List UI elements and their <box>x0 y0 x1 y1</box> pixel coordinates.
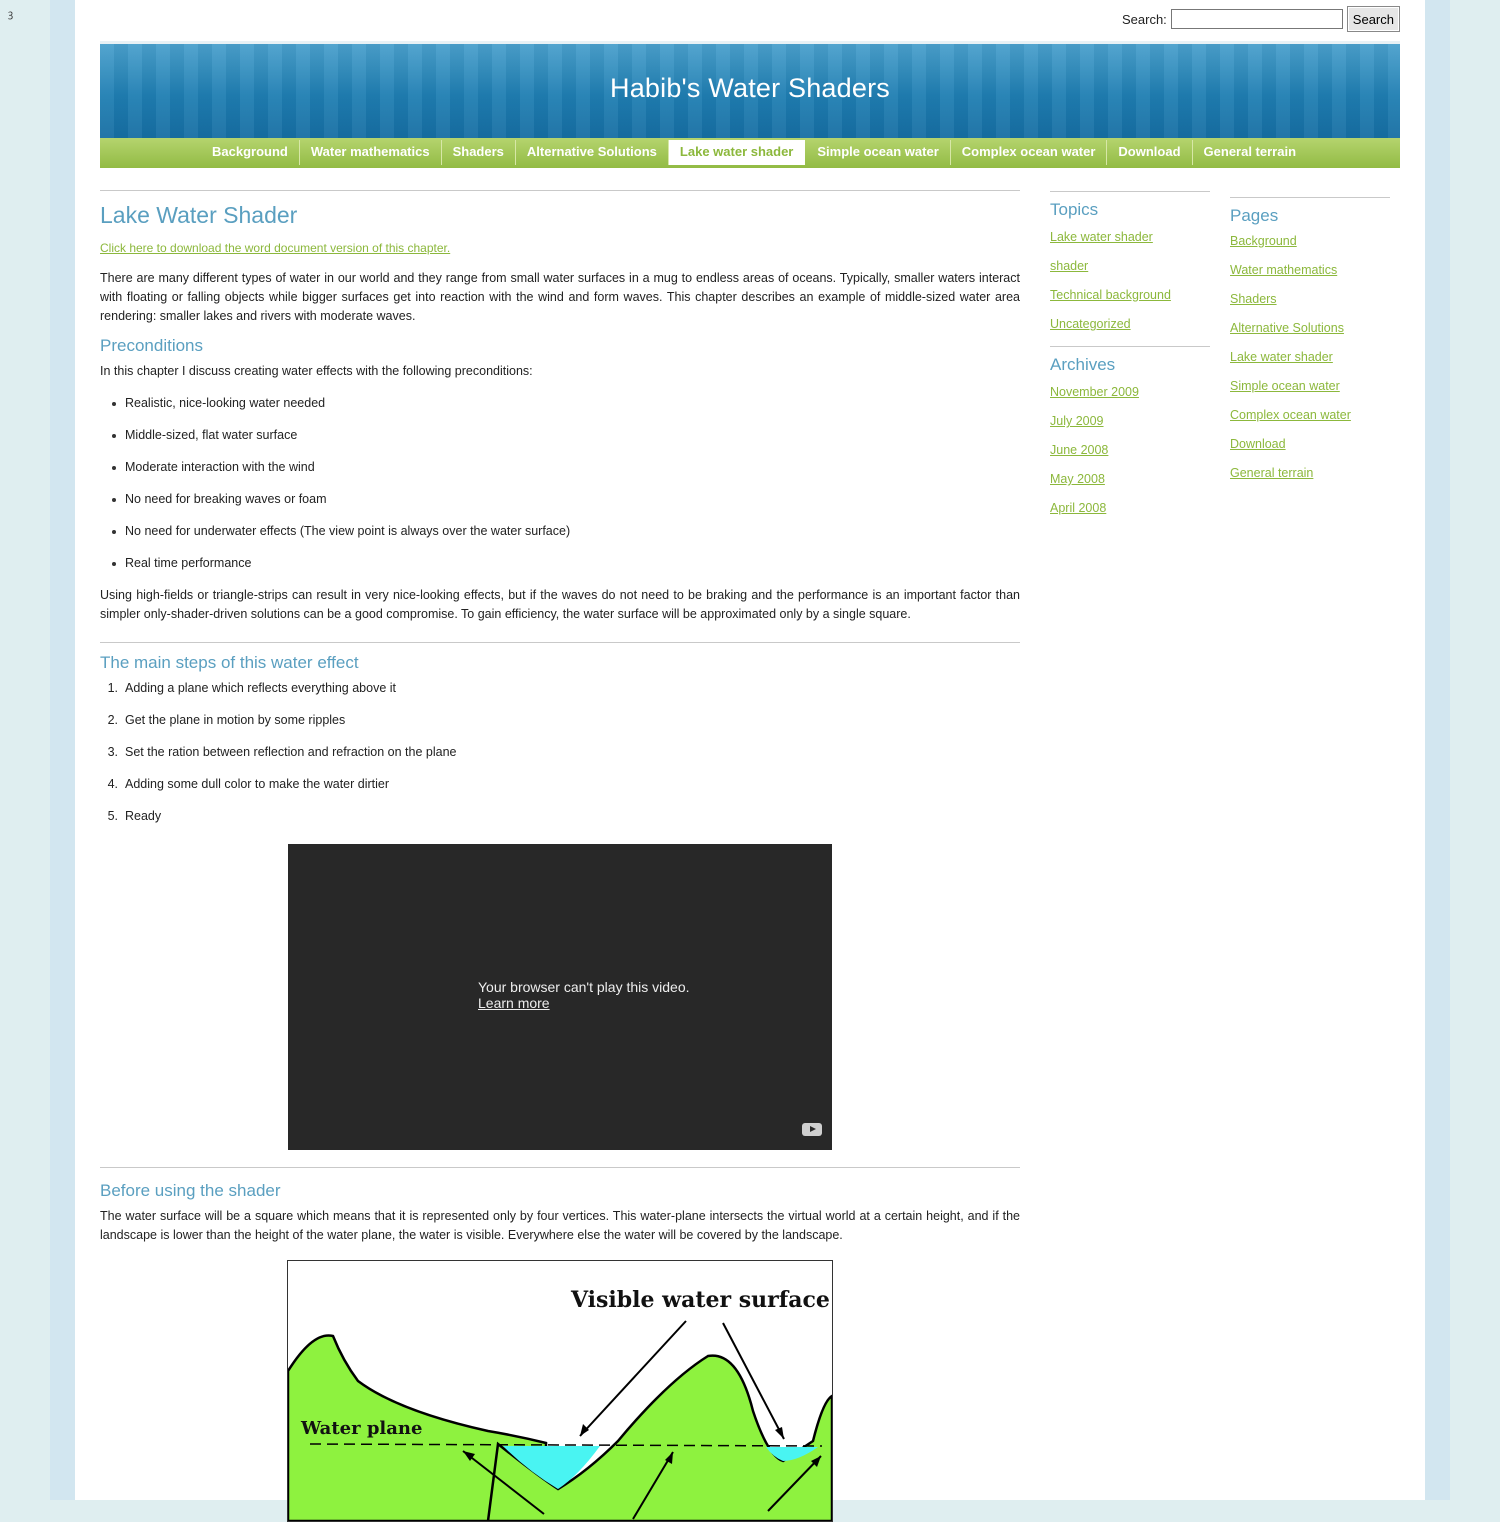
page-link[interactable]: Water mathematics <box>1230 263 1338 277</box>
bullet-icon <box>112 530 116 534</box>
bullet-icon <box>112 562 116 566</box>
search-label: Search: <box>1121 11 1167 27</box>
preconditions-intro: In this chapter I discuss creating water effects with the following preconditions: <box>100 364 533 378</box>
topic-link[interactable]: Technical background <box>1050 288 1171 302</box>
search-input[interactable] <box>1171 9 1343 29</box>
nav-item-background[interactable]: Background <box>201 140 300 165</box>
pages-heading: Pages <box>1230 206 1279 225</box>
page-link[interactable]: Alternative Solutions <box>1230 321 1344 335</box>
divider <box>1050 346 1210 347</box>
bullet-icon <box>112 402 116 406</box>
archive-link[interactable]: June 2008 <box>1050 443 1109 457</box>
preconditions-outro: Using high-fields or triangle-strips can result in very nice-looking effects, but if the waves do not need to be braking and the performance is an important factor than simpler only-shader-driven solutions can be a good compromise. To gain efficiency, the water surface will be approximated only by a single square. <box>100 588 1020 621</box>
sidebar-pages <box>1230 197 1390 495</box>
bullet-icon <box>112 466 116 470</box>
page-title: Lake Water Shader <box>100 202 298 228</box>
nav-item-general-terrain[interactable]: General terrain <box>1203 144 1297 159</box>
figure-label-water-plane: Water plane <box>301 1418 423 1439</box>
preconditions-list <box>100 394 1020 586</box>
topic-link[interactable]: Uncategorized <box>1050 317 1131 331</box>
sidebar-topics <box>1050 191 1210 530</box>
divider <box>100 642 1020 643</box>
nav-item-simple-ocean-water[interactable]: Simple ocean water <box>806 140 950 165</box>
nav-item-lake-water-shader[interactable]: Lake water shader <box>669 140 805 165</box>
water-plane-diagram <box>287 1260 833 1522</box>
main-nav <box>100 138 1400 168</box>
site-title[interactable]: Habib's Water Shaders <box>610 73 890 103</box>
preconditions-heading: Preconditions <box>100 336 204 355</box>
archive-link[interactable]: November 2009 <box>1050 385 1139 399</box>
steps-heading: The main steps of this water effect <box>100 653 359 672</box>
list-item: Realistic, nice-looking water needed <box>100 394 1020 426</box>
list-item: 3. Set the ration between reflection and refraction on the plane <box>107 745 457 759</box>
list-item: Moderate interaction with the wind <box>100 458 1020 490</box>
nav-item-complex-ocean-water[interactable]: Complex ocean water <box>951 140 1108 165</box>
video-player[interactable] <box>288 844 832 1150</box>
before-heading: Before using the shader <box>100 1181 281 1200</box>
bullet-icon <box>112 498 116 502</box>
page-link[interactable]: General terrain <box>1230 466 1314 480</box>
archive-link[interactable]: April 2008 <box>1050 501 1107 515</box>
download-doc-link[interactable]: Click here to download the word document version of this chapter. <box>100 241 451 255</box>
nav-item-water-mathematics[interactable]: Water mathematics <box>300 140 442 165</box>
steps-list <box>100 679 1020 839</box>
site-header <box>100 41 1400 138</box>
intro-paragraph: There are many different types of water in our world and they range from small water surfaces in a mug to endless areas of oceans. Typically, smaller waters interact with floating or falling objects while bigger surfaces get into reaction with the wind and form waves. This chapter describes an example of middle-sized water area rendering: smaller lakes and rivers with moderate waves. <box>100 271 1020 323</box>
list-item: No need for underwater effects (The view point is always over the water surface) <box>100 522 1020 554</box>
youtube-icon[interactable] <box>802 1123 822 1136</box>
divider <box>1230 197 1390 198</box>
search-bar <box>1122 6 1400 32</box>
nav-item-alternative-solutions[interactable]: Alternative Solutions <box>516 140 669 165</box>
page-link[interactable]: Simple ocean water <box>1230 379 1340 393</box>
archive-link[interactable]: July 2009 <box>1050 414 1104 428</box>
topics-heading: Topics <box>1050 200 1099 219</box>
topic-link[interactable]: Lake water shader <box>1050 230 1153 244</box>
divider <box>100 190 1020 191</box>
list-item: 1. Adding a plane which reflects everything above it <box>107 681 396 695</box>
list-item: 4. Adding some dull color to make the water dirtier <box>107 777 390 791</box>
page-container <box>75 0 1425 1500</box>
figure-label-visible-water: Visible water surface <box>571 1287 830 1313</box>
search-button[interactable]: Search <box>1347 6 1400 32</box>
page-link[interactable]: Background <box>1230 234 1297 248</box>
divider <box>1050 191 1210 192</box>
topic-link[interactable]: shader <box>1050 259 1089 273</box>
archive-link[interactable]: May 2008 <box>1050 472 1105 486</box>
archives-heading: Archives <box>1050 355 1116 374</box>
video-error-message: Your browser can't play this video. Learn more <box>478 979 690 1011</box>
list-item: Real time performance <box>100 554 1020 586</box>
list-item: 5. Ready <box>107 809 162 823</box>
main-content <box>100 190 1020 1522</box>
page-link[interactable]: Download <box>1230 437 1286 451</box>
page-link[interactable]: Lake water shader <box>1230 350 1333 364</box>
before-paragraph: The water surface will be a square which means that it is represented only by four vertices. This water-plane intersects the virtual world at a certain height, and if the landscape is lower than the height of the water plane, the water is visible. Everywhere else the water will be covered by the landscape. <box>100 1209 1020 1242</box>
corner-icon: ꝫ <box>8 9 14 20</box>
divider <box>100 1167 1020 1168</box>
bullet-icon <box>112 434 116 438</box>
nav-item-download[interactable]: Download <box>1107 140 1192 165</box>
list-item: 2. Get the plane in motion by some ripples <box>107 713 346 727</box>
page-link[interactable]: Shaders <box>1230 292 1277 306</box>
learn-more-link[interactable]: Learn more <box>478 995 550 1011</box>
list-item: Middle-sized, flat water surface <box>100 426 1020 458</box>
nav-item-shaders[interactable]: Shaders <box>442 140 516 165</box>
list-item: No need for breaking waves or foam <box>100 490 1020 522</box>
page-link[interactable]: Complex ocean water <box>1230 408 1351 422</box>
